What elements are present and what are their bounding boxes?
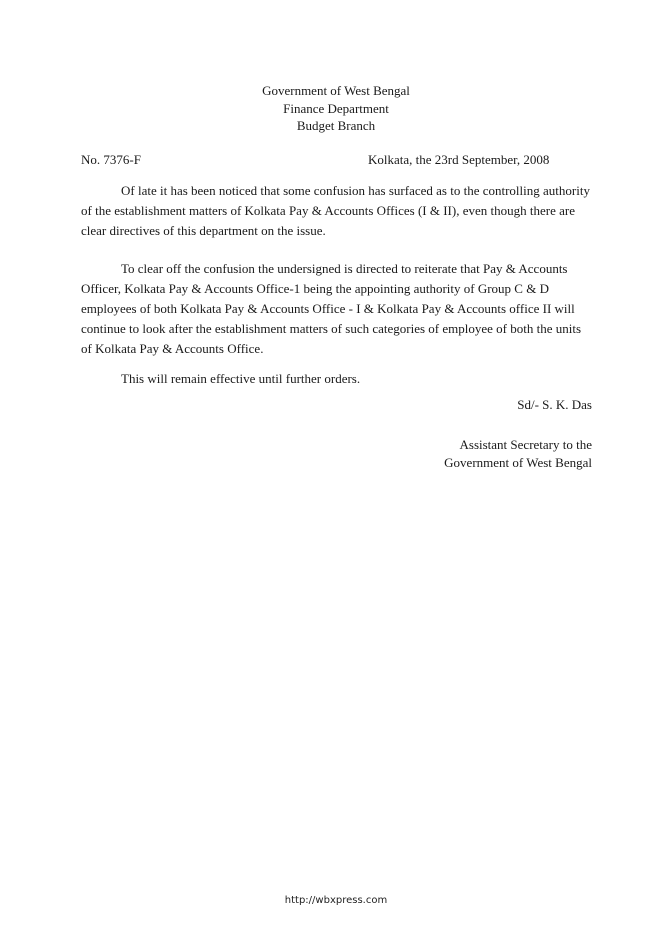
signature-name: Sd/- S. K. Das xyxy=(517,397,592,412)
header-department: Finance Department xyxy=(283,100,389,116)
designation-line-2: Government of West Bengal xyxy=(444,454,592,470)
body-paragraph-2: To clear off the confusion the undersigned is directed to reiterate that Pay & Accounts Officer, Kolkata Pay & Accounts Office-1 being the appointing authority of Group C & D employees of both Kolkata Pay & Accounts Office - I & Kolkata Pay & Accounts office II will continue to look after the establishment matters of such categories of employee of both the units of Kolkata Pay & Accounts Office. xyxy=(81,261,581,356)
header-government: Government of West Bengal xyxy=(262,83,410,98)
body-paragraph-1: Of late it has been noticed that some confusion has surfaced as to the controlling authority of the establishment matters of Kolkata Pay & Accounts Offices (I & II), even though there are clear directives of this department on the issue. xyxy=(81,183,590,238)
memo-number: No. 7376-F xyxy=(81,152,141,167)
designation-line-1: Assistant Secretary to the xyxy=(459,437,592,452)
document-header xyxy=(0,82,672,135)
body-paragraph-3: This will remain effective until further orders. xyxy=(121,371,361,386)
footer-url: http://wbxpress.com xyxy=(284,895,388,906)
reference-line xyxy=(81,151,591,169)
signature-designation xyxy=(444,436,592,471)
place-date: Kolkata, the 23rd September, 2008 xyxy=(368,152,550,167)
header-branch: Budget Branch xyxy=(296,118,376,133)
